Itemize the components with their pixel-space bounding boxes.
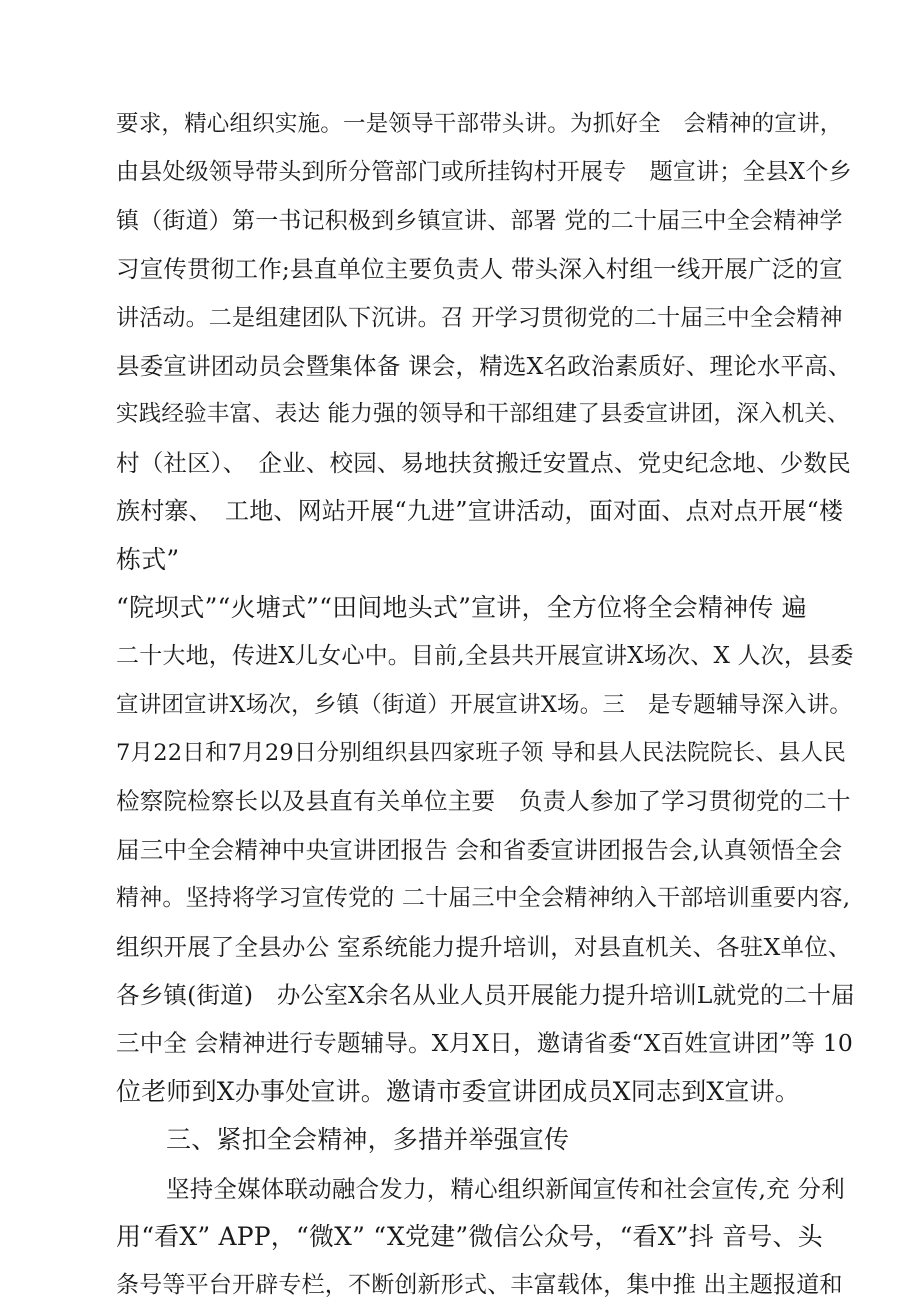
text-line-10: 栋式”	[116, 544, 180, 574]
text-line-20: 三中全 会精神进行专题辅导。X月X日，邀请省委“X百姓宣讲团”等 10	[116, 1029, 854, 1058]
text-line-24: 用“看X” APP，“微X” “X党建”微信公众号，“看X”抖 音号、头	[116, 1221, 823, 1251]
section-heading: 三、紧扣全会精神，多措并举强宣传	[166, 1125, 570, 1155]
body-text	[116, 100, 856, 1310]
text-line-8: 村（社区）、 企业、校园、易地扶贫搬迁安置点、党史纪念地、少数民	[116, 448, 851, 477]
text-line-17: 精神。坚持将学习宣传党的 二十届三中全会精神纳入干部培训重要内容,	[116, 885, 851, 912]
text-line-13: 宣讲团宣讲X场次，乡镇（街道）开展宣讲X场。三 是专题辅导深入讲。	[116, 691, 853, 718]
text-line-7: 实践经验丰富、表达 能力强的领导和干部组建了县委宣讲团，深入机关、	[116, 401, 850, 428]
text-line-15: 检察院检察长以及县直有关单位主要 负责人参加了学习贯彻党的二十	[116, 787, 851, 816]
text-line-12: 二十大地，传进X儿女心中。目前,全县共开展宣讲X场次、X 人次，县委	[116, 643, 854, 670]
text-line-6: 县委宣讲团动员会暨集体备 课会，精选X名政治素质好、理论水平高、	[116, 351, 852, 380]
text-line-25: 条号等平台开辟专栏，不断创新形式、丰富载体，集中推 出主题报道和	[116, 1272, 843, 1299]
text-line-4: 习宣传贯彻工作;县直单位主要负责人 带头深入村组一线开展广泛的宣	[116, 255, 843, 284]
text-line-9: 族村寨、 工地、网站开展“九进”宣讲活动，面对面、点对点开展“楼	[116, 497, 844, 526]
text-line-19: 各乡镇(街道) 办公室X余名从业人员开展能力提升培训L就党的二十届	[116, 981, 855, 1010]
text-line-21: 位老师到X办事处宣讲。邀请市委宣讲团成员X同志到X宣讲。	[116, 1076, 800, 1106]
text-line-1: 要求，精心组织实施。一是领导干部带头讲。为抓好全 会精神的宣讲，	[116, 111, 843, 137]
text-line-16: 届三中全会精神中央宣讲团报告 会和省委宣讲团报告会,认真领悟全会	[116, 835, 843, 864]
text-line-11: “院坝式”“火塘式”“田间地头式”宣讲，全方位将全会精神传 遍	[116, 592, 807, 622]
paragraph-first-line: 坚持全媒体联动融合发力，精心组织新闻宣传和社会宣传,充 分利	[166, 1174, 845, 1203]
text-line-5: 讲活动。二是组建团队下沉讲。召 开学习贯彻党的二十届三中全会精神	[116, 304, 843, 331]
text-line-2: 由县处级领导带头到所分管部门或所挂钩村开展专 题宣讲；全县X个乡	[116, 159, 852, 186]
text-line-3: 镇（街道）第一书记积极到乡镇宣讲、部署 党的二十届三中全会精神学	[116, 207, 843, 234]
text-line-14: 7月22日和7月29日分别组织县四家班子领 导和县人民法院院长、县人民	[116, 740, 847, 767]
text-line-18: 组织开展了全县办公 室系统能力提升培训，对县直机关、各驻X单位、	[116, 932, 852, 961]
